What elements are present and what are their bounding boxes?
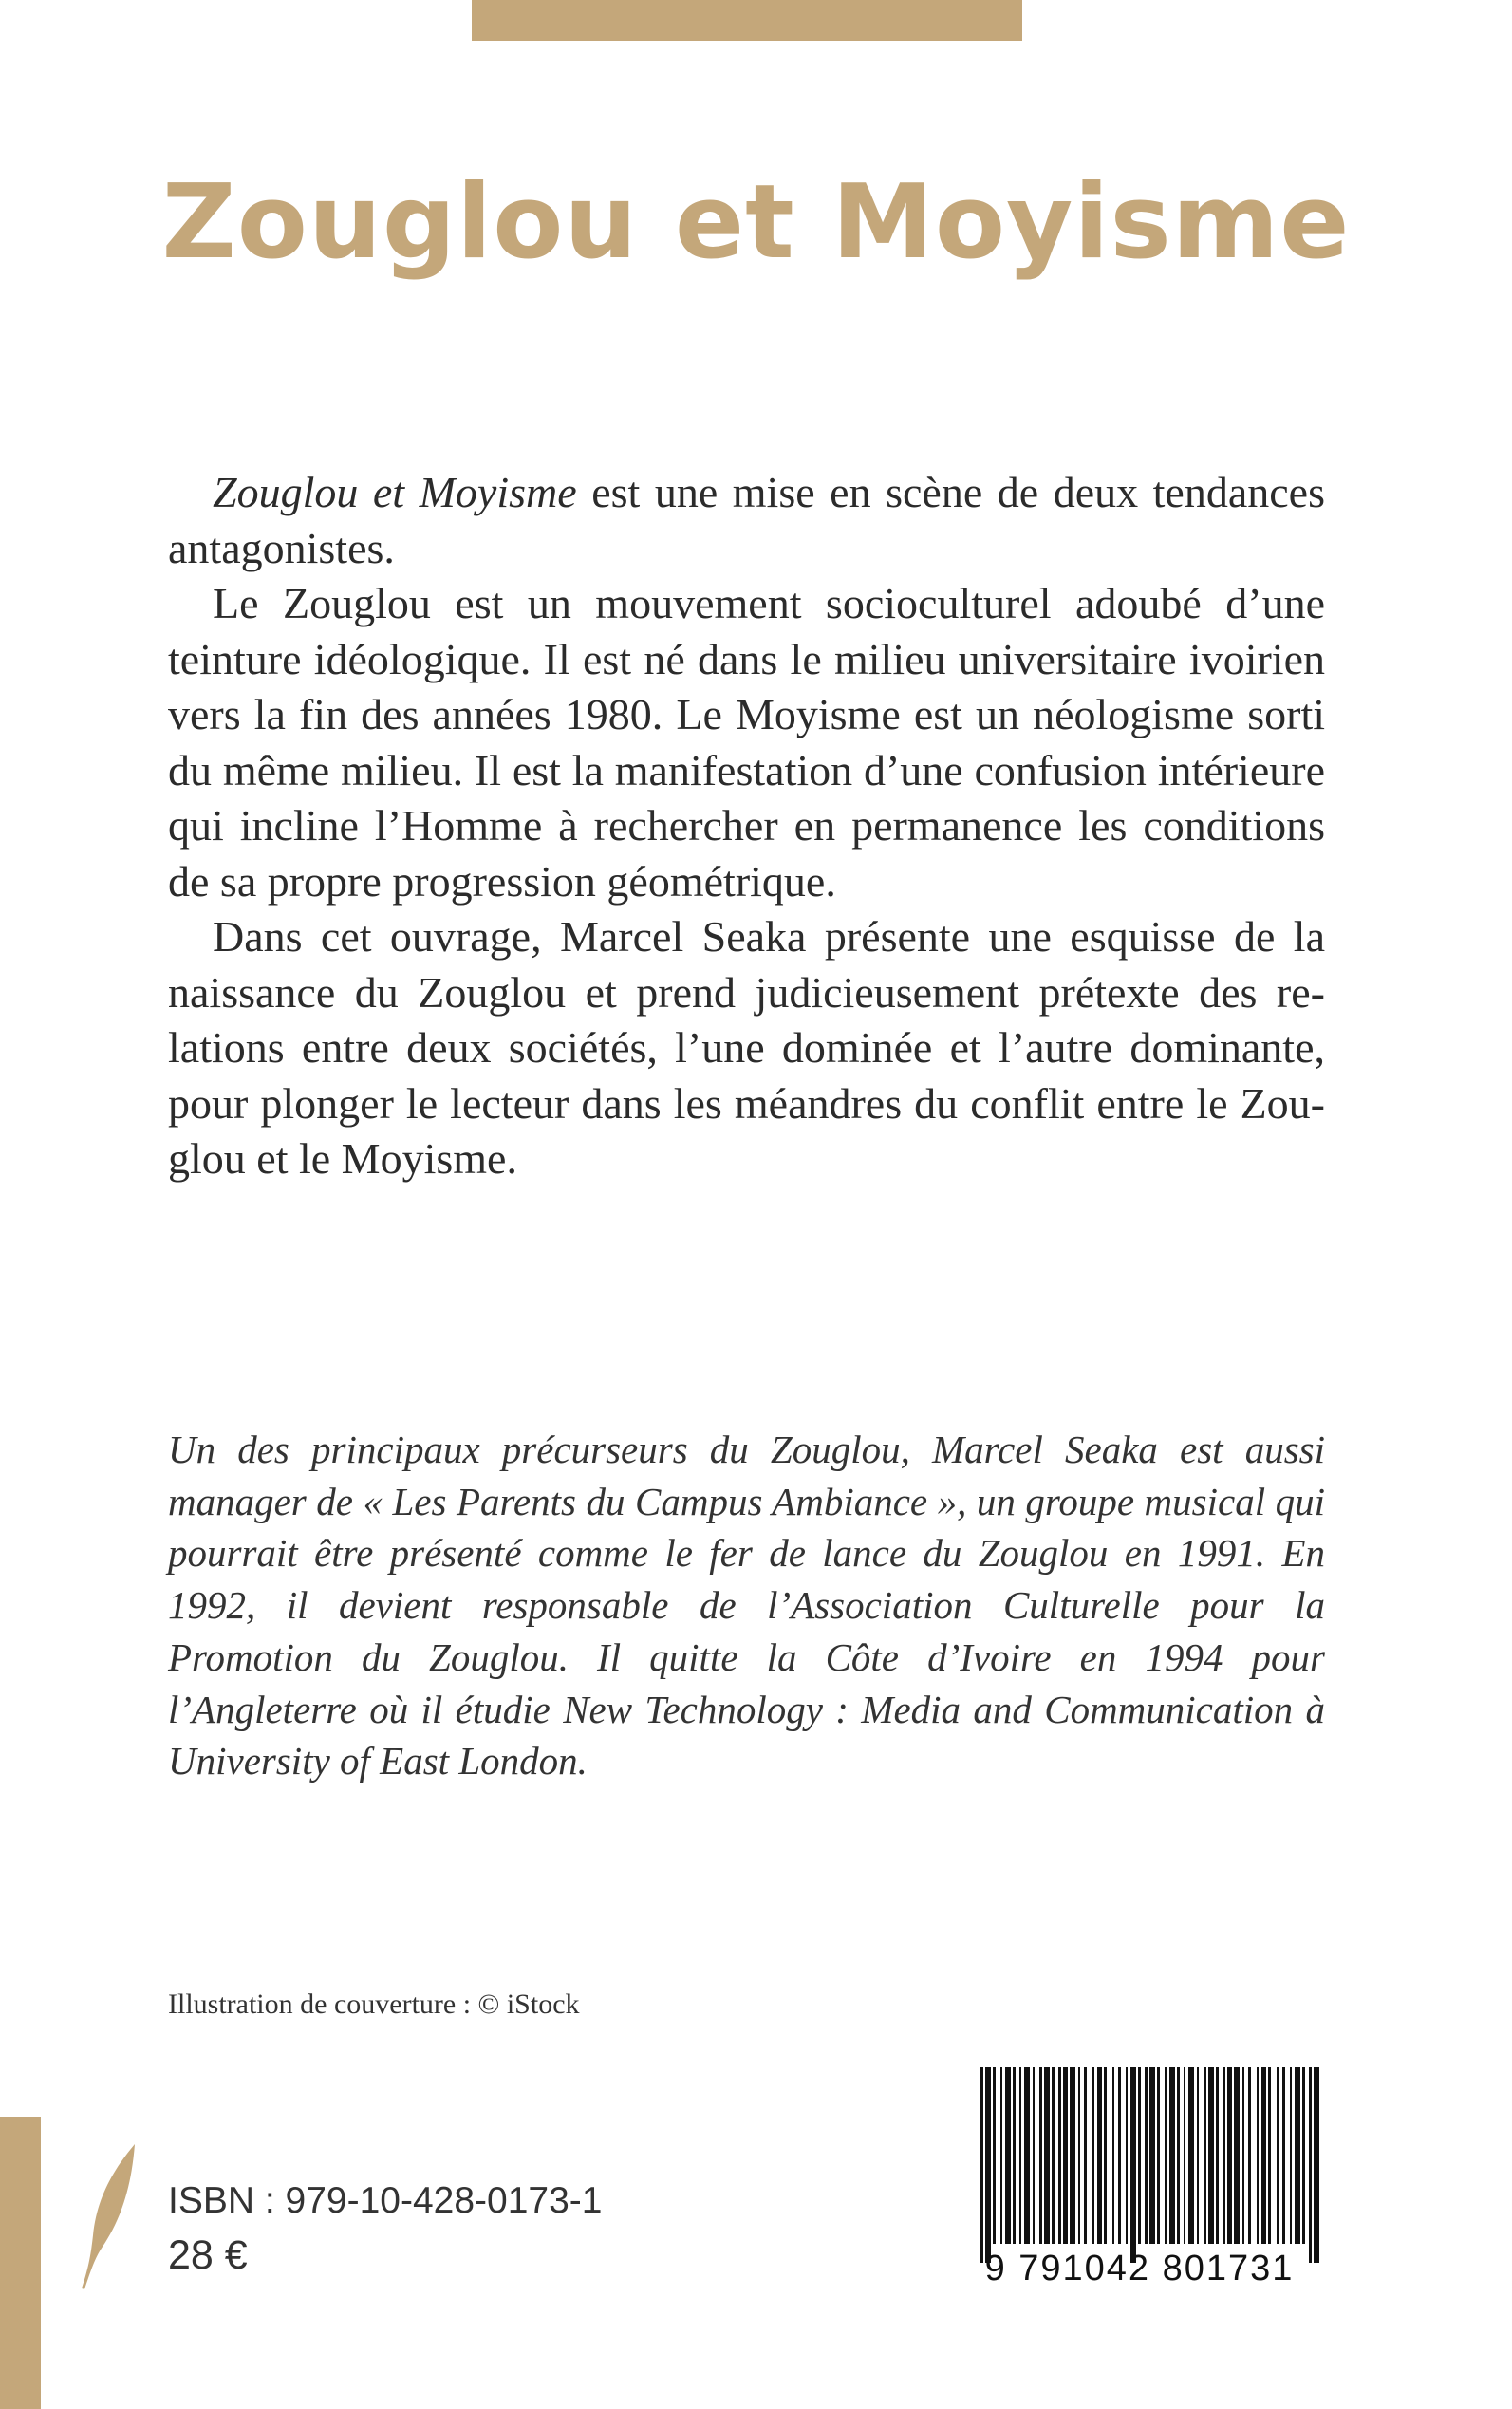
blurb-paragraph-2: Le Zouglou est un mouvement socioculturel adoubé d’une teinture idéologique. Il est né dans le milieu universitaire ivoirien vers la fin des années 1980. Le Moyisme est un néologisme sorti du même milieu. Il est la manifestation d’une confusion intérieure qui incline l’Homme à rechercher en permanence les conditions de sa propre progression géométrique.: [168, 579, 1325, 906]
price-label: 28 €: [168, 2232, 248, 2278]
isbn-label: ISBN : 979-10-428-0173-1: [168, 2180, 603, 2221]
barcode-digits: 9 791042 801731: [984, 2249, 1295, 2288]
blurb-paragraph-3: Dans cet ouvrage, Marcel Seaka présente une esquisse de la naissance du Zouglou et prend judicieusement prétexte des relations entre deux sociétés, l’une dominée et l’autre dominante, pour plonger le lecteur dans les méandres du conflit entre le Zouglou et le Moyisme.: [168, 912, 1325, 1183]
barcode: [939, 2067, 1340, 2289]
blurb-paragraph-1: [168, 465, 1325, 576]
author-biography: Un des principaux précurseurs du Zouglou, Marcel Seaka est aussi manager de « Les Parents du Campus Ambiance », un groupe musical qui pourrait être présenté comme le fer de lance du Zouglou en 1991. En 1992, il devient responsable de l’Association Culturelle pour la Promotion du Zouglou. Il quitte la Côte d’Ivoire en 1994 pour l’Angleterre où il étudie New Technology : Media and Communication à University of East London.: [168, 1428, 1325, 1783]
side-accent-bar: [0, 2117, 41, 2409]
feather-shape: [82, 2144, 135, 2289]
feather-icon: [76, 2140, 142, 2292]
illustration-credit: Illustration de couverture : © iStock: [168, 1989, 580, 2020]
blurb-title-italic: Zouglou et Moyisme: [213, 468, 577, 516]
top-accent-bar: [472, 0, 1022, 41]
blurb-paragraph-1-text: est une mise en scène de deux tendances antagonistes.: [168, 468, 1325, 572]
back-cover-blurb: [168, 465, 1325, 1187]
book-title: Zouglou et Moyisme: [161, 163, 1351, 282]
